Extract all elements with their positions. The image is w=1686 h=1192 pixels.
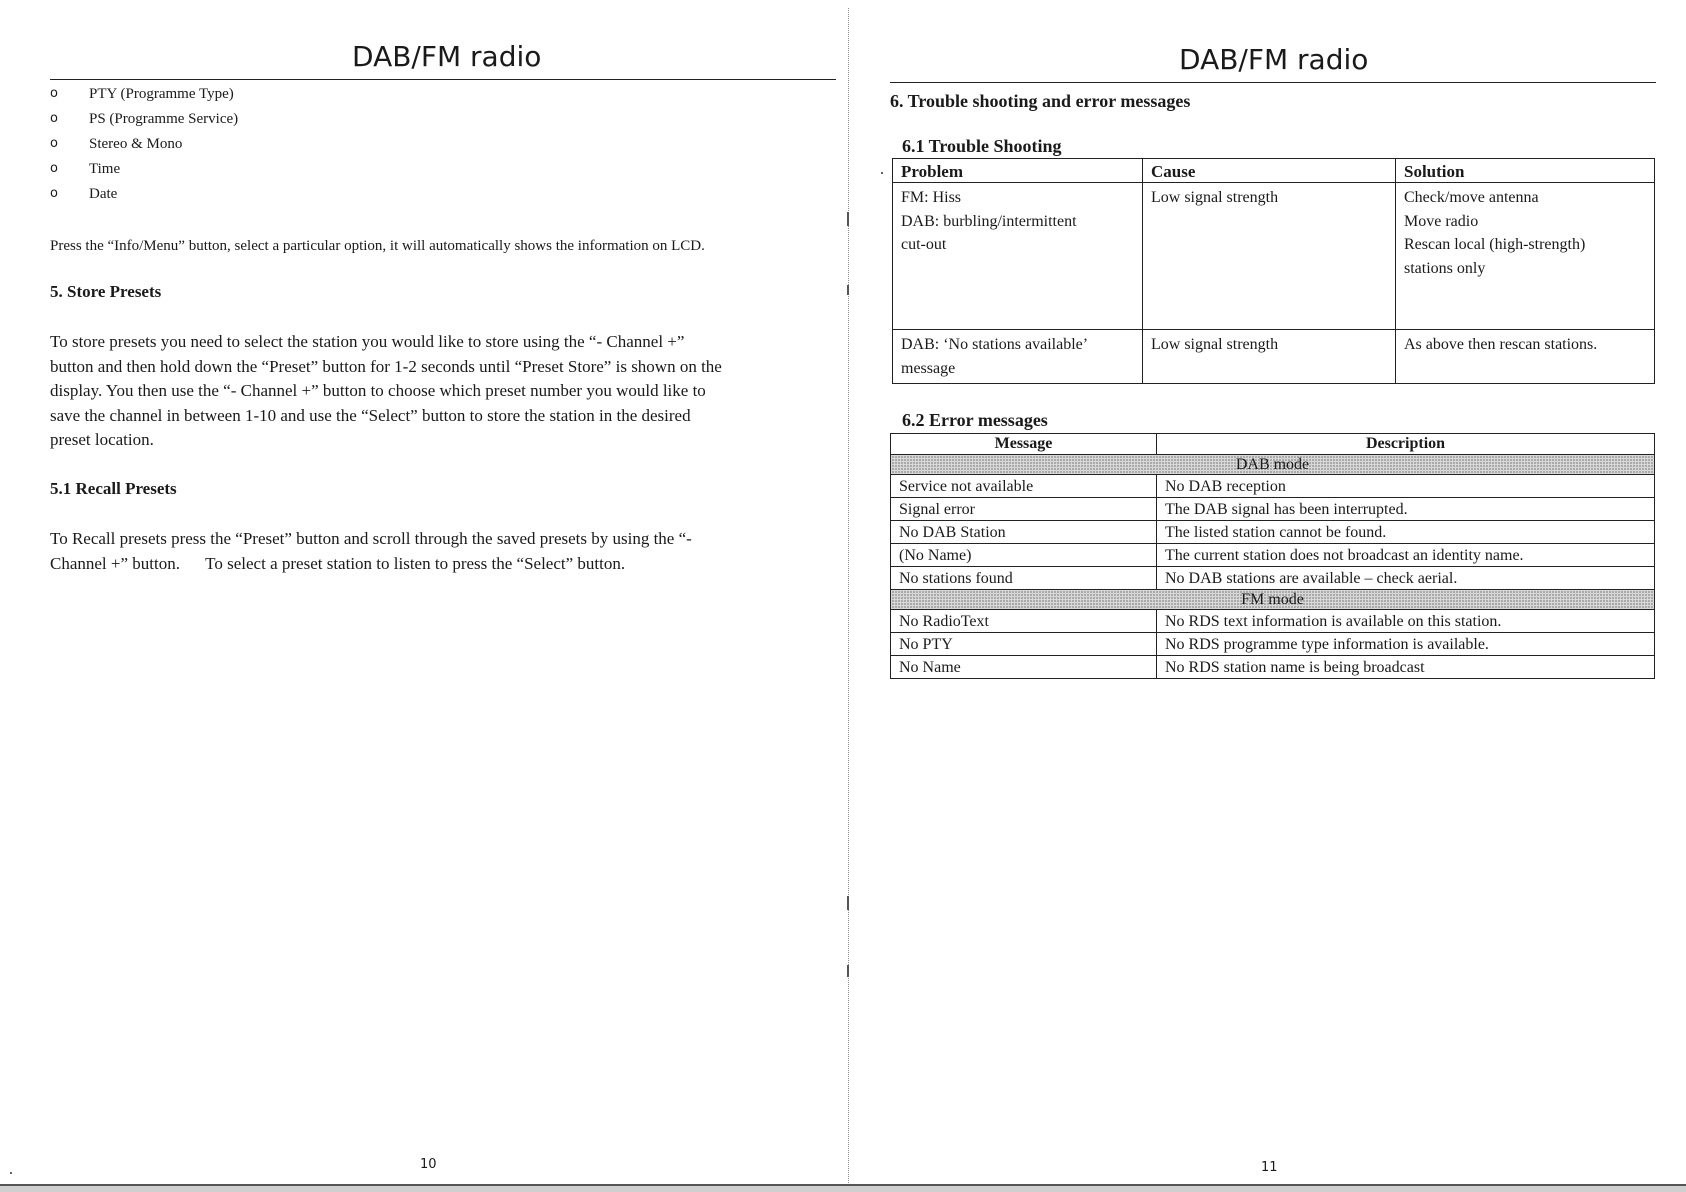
- cell-line: Low signal strength: [1151, 336, 1279, 353]
- gutter-mark: [847, 896, 849, 910]
- message-cell: No stations found: [891, 567, 1157, 590]
- bullet-marker: o: [50, 186, 58, 201]
- table-row: [893, 183, 1655, 330]
- group-label: DAB mode: [891, 455, 1655, 475]
- cell-line: DAB: ‘No stations available’: [901, 336, 1089, 353]
- group-row-dab-mode: [891, 455, 1655, 475]
- page-number: 11: [1261, 1160, 1278, 1175]
- column-header-cause: Cause: [1143, 159, 1396, 183]
- paragraph-line: preset location.: [50, 430, 154, 449]
- table-row: [891, 633, 1655, 656]
- header-rule: [50, 79, 836, 80]
- bullet-text: PTY (Programme Type): [89, 86, 234, 102]
- cell-line: stations only: [1404, 259, 1486, 277]
- bullet-marker: o: [50, 161, 58, 176]
- cell-line: Low signal strength: [1151, 189, 1279, 206]
- bullet-text: Date: [89, 186, 118, 202]
- bullet-text: PS (Programme Service): [89, 111, 239, 127]
- bullet-marker: o: [50, 136, 58, 151]
- error-messages-table: [890, 433, 1655, 679]
- section-heading-troubleshooting: 6. Trouble shooting and error messages: [890, 91, 1191, 111]
- bullet-text: Time: [89, 161, 121, 177]
- table-header-row: [891, 434, 1655, 455]
- message-cell: No Name: [891, 656, 1157, 679]
- section-heading-store-presets: 5. Store Presets: [50, 282, 162, 301]
- page-title: DAB/FM radio: [352, 40, 542, 73]
- group-label: FM mode: [891, 590, 1655, 610]
- column-header-solution: Solution: [1396, 159, 1655, 183]
- group-row-fm-mode: [891, 590, 1655, 610]
- description-cell: No RDS station name is being broadcast: [1157, 656, 1655, 679]
- gutter-mark: [847, 965, 849, 977]
- table-header-row: [893, 159, 1655, 183]
- cell-line: Move radio: [1404, 212, 1479, 230]
- cause-cell: [1143, 330, 1396, 384]
- table-row: [891, 567, 1655, 590]
- table-row: [891, 521, 1655, 544]
- subsection-heading-error-messages: 6.2 Error messages: [902, 410, 1048, 430]
- cell-line: message: [901, 359, 956, 377]
- gutter-mark: [847, 212, 849, 226]
- page-title: DAB/FM radio: [1179, 43, 1369, 76]
- description-cell: No RDS programme type information is available.: [1157, 633, 1655, 656]
- store-presets-paragraph: [50, 330, 840, 453]
- table-row: [891, 498, 1655, 521]
- troubleshooting-table: [892, 158, 1655, 384]
- left-page: [0, 0, 848, 1180]
- cell-line: DAB: burbling/intermittent: [901, 212, 1077, 230]
- description-cell: The current station does not broadcast an identity name.: [1157, 544, 1655, 567]
- bullet-marker: o: [50, 86, 58, 101]
- page-number: 10: [420, 1157, 437, 1172]
- paragraph-line: display. You then use the “- Channel +” button to choose which preset number you would like to: [50, 381, 706, 400]
- column-header-message: Message: [891, 434, 1157, 455]
- problem-cell: [893, 330, 1143, 384]
- paragraph-line: To store presets you need to select the station you would like to store using the “- Channel +”: [50, 332, 685, 351]
- problem-cell: [893, 183, 1143, 330]
- message-cell: No PTY: [891, 633, 1157, 656]
- column-header-description: Description: [1157, 434, 1655, 455]
- description-cell: No DAB stations are available – check aerial.: [1157, 567, 1655, 590]
- message-cell: Service not available: [891, 475, 1157, 498]
- right-page: [854, 0, 1686, 1180]
- bullet-text: Stereo & Mono: [89, 136, 183, 152]
- solution-cell: [1396, 183, 1655, 330]
- scan-edge: [0, 1186, 1686, 1192]
- solution-cell: [1396, 330, 1655, 384]
- subsection-heading-trouble-shooting: 6.1 Trouble Shooting: [902, 136, 1062, 156]
- stray-mark: [10, 1172, 12, 1174]
- cell-line: cut-out: [901, 236, 947, 253]
- table-row: [891, 656, 1655, 679]
- description-cell: The DAB signal has been interrupted.: [1157, 498, 1655, 521]
- message-cell: No DAB Station: [891, 521, 1157, 544]
- paragraph-line: button and then hold down the “Preset” button for 1-2 seconds until “Preset Store” is shown on the: [50, 356, 722, 376]
- page-gutter: [848, 8, 849, 1183]
- cell-line: FM: Hiss: [901, 189, 962, 206]
- info-paragraph: Press the “Info/Menu” button, select a particular option, it will automatically shows the information on LCD.: [50, 238, 705, 254]
- recall-presets-paragraph: [50, 527, 840, 576]
- cell-line: Check/move antenna: [1404, 189, 1539, 206]
- message-cell: (No Name): [891, 544, 1157, 567]
- section-heading-recall-presets: 5.1 Recall Presets: [50, 479, 177, 498]
- bullet-marker: o: [50, 111, 58, 126]
- table-row: [891, 475, 1655, 498]
- gutter-mark: [847, 285, 849, 295]
- paragraph-line: To Recall presets press the “Preset” button and scroll through the saved presets by using the “-: [50, 529, 692, 548]
- paragraph-line: save the channel in between 1-10 and use the “Select” button to store the station in the desired: [50, 405, 691, 425]
- table-row: [891, 610, 1655, 633]
- cell-line: Rescan local (high-strength): [1404, 236, 1586, 253]
- cause-cell: [1143, 183, 1396, 330]
- table-row: [891, 544, 1655, 567]
- header-rule: [890, 82, 1656, 83]
- table-row: [893, 330, 1655, 384]
- description-cell: The listed station cannot be found.: [1157, 521, 1655, 544]
- message-cell: No RadioText: [891, 610, 1157, 633]
- cell-line: As above then rescan stations.: [1404, 336, 1598, 353]
- description-cell: No DAB reception: [1157, 475, 1655, 498]
- description-cell: No RDS text information is available on this station.: [1157, 610, 1655, 633]
- message-cell: Signal error: [891, 498, 1157, 521]
- paragraph-line: Channel +” button. To select a preset station to listen to press the “Select” button.: [50, 553, 626, 573]
- column-header-problem: Problem: [893, 159, 1143, 183]
